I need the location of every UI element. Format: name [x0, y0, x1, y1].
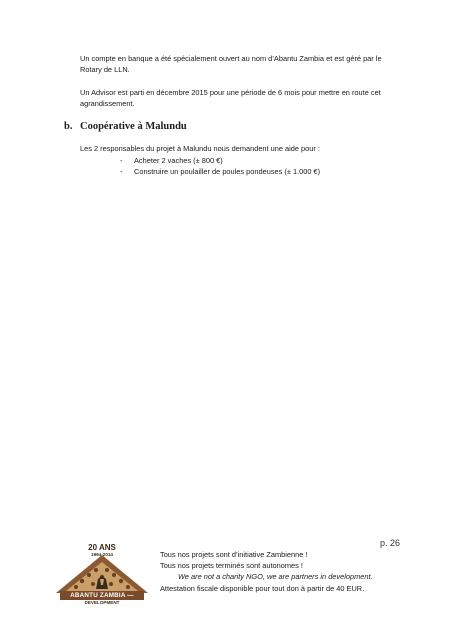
- bullet-marker: -: [120, 156, 123, 165]
- section-letter: b.: [64, 121, 73, 132]
- paragraph-bank-account: Un compte en banque a été spécialement ouvert au nom d’Abantu Zambia et est géré par le Rotary de LLN.: [80, 54, 382, 74]
- request-list: [120, 155, 320, 177]
- footer-motto: We are not a charity NGO, we are partners in development.: [178, 572, 373, 582]
- abantu-zambia-logo: [52, 541, 152, 609]
- list-item: [120, 155, 320, 166]
- footer-line: Tous nos projets terminés sont autonomes !: [160, 561, 303, 571]
- footer-text: [160, 549, 373, 594]
- footer-line: Tous nos projets sont d’initiative Zambienne !: [160, 550, 308, 559]
- logo-subtitle: DEVELOPMENT: [84, 600, 120, 605]
- section-title: Coopérative à Malundu: [80, 121, 187, 132]
- footer-line: Attestation fiscale disponible pour tout don à partir de 40 EUR.: [160, 583, 365, 593]
- bullet-marker: -: [120, 167, 123, 176]
- logo-years: 1994-2014: [91, 552, 113, 557]
- paragraph-advisor: Un Advisor est parti en décembre 2015 pour une période de 6 mois pour mettre en route cet agrandissement.: [80, 88, 381, 108]
- list-item-text: Construire un poulailler de poules pondeuses (± 1.000 €): [134, 167, 321, 176]
- logo-name: ABANTU ZAMBIA —: [60, 591, 144, 600]
- page-number: p. 26: [380, 538, 401, 548]
- logo-anniversary: 20 ANS: [88, 543, 116, 552]
- paragraph-malundu-request: Les 2 responsables du projet à Malundu nous demandent une aide pour :: [80, 144, 320, 153]
- section-heading: [64, 121, 187, 132]
- list-item-text: Acheter 2 vaches (± 800 €): [134, 156, 223, 165]
- list-item: [120, 166, 320, 177]
